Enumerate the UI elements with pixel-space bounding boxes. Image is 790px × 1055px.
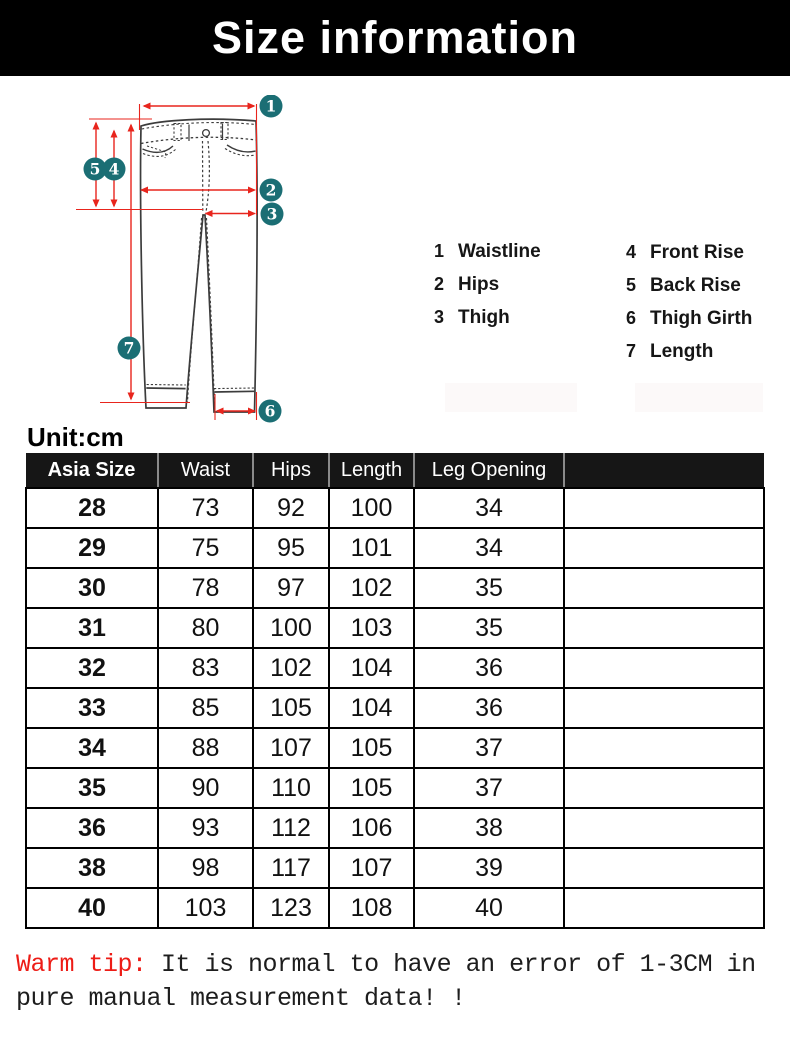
warm-tip-text: It is normal to have an error of 1-3CM in <box>146 950 756 979</box>
table-row <box>26 688 764 728</box>
size-table <box>25 453 765 929</box>
table-cell: 108 <box>329 888 414 928</box>
faint-watermark-block <box>635 383 763 412</box>
legend-label: Length <box>650 341 714 362</box>
table-cell: 93 <box>158 808 253 848</box>
table-row <box>26 568 764 608</box>
legend-item-hips <box>434 274 541 307</box>
table-cell: 107 <box>329 848 414 888</box>
table-cell <box>564 608 764 648</box>
table-cell: 80 <box>158 608 253 648</box>
table-cell: 101 <box>329 528 414 568</box>
table-cell: 112 <box>253 808 329 848</box>
warm-tip-note <box>16 948 786 1016</box>
table-cell: 98 <box>158 848 253 888</box>
title-banner <box>0 0 790 76</box>
legend-item-back-rise <box>626 275 752 308</box>
table-cell: 85 <box>158 688 253 728</box>
legend-item-waistline <box>434 241 541 274</box>
table-row <box>26 768 764 808</box>
table-cell: 38 <box>414 808 564 848</box>
table-cell <box>564 728 764 768</box>
legend-label: Hips <box>458 274 500 295</box>
legend-label: Back Rise <box>650 275 741 296</box>
badge-6: 6 <box>264 401 276 421</box>
table-row <box>26 608 764 648</box>
table-cell: 103 <box>158 888 253 928</box>
legend-num: 2 <box>434 274 445 294</box>
pants-outline-drawing <box>141 119 258 412</box>
unit-label: Unit:cm <box>27 422 124 452</box>
legend-num: 5 <box>626 275 637 295</box>
table-row <box>26 848 764 888</box>
column-header-asia-size: Asia Size <box>26 453 158 488</box>
column-header-waist: Waist <box>158 453 253 488</box>
table-row <box>26 728 764 768</box>
measurement-legend-left <box>434 241 541 340</box>
table-cell: 34 <box>414 488 564 528</box>
table-cell: 104 <box>329 688 414 728</box>
table-cell: 88 <box>158 728 253 768</box>
table-row <box>26 808 764 848</box>
table-cell <box>564 528 764 568</box>
table-cell: 105 <box>253 688 329 728</box>
table-row <box>26 648 764 688</box>
table-cell: 36 <box>414 648 564 688</box>
table-cell: 28 <box>26 488 158 528</box>
warm-tip-line-1 <box>16 948 786 982</box>
measurement-legend-right <box>626 242 752 374</box>
legend-label: Thigh Girth <box>650 308 753 329</box>
badge-7: 7 <box>123 338 135 358</box>
table-cell <box>564 888 764 928</box>
table-cell <box>564 808 764 848</box>
pants-measurement-diagram <box>75 95 290 427</box>
table-cell <box>564 688 764 728</box>
page-title: Size information <box>211 12 579 63</box>
table-cell: 73 <box>158 488 253 528</box>
table-cell: 39 <box>414 848 564 888</box>
table-cell: 90 <box>158 768 253 808</box>
size-table-header <box>26 453 764 488</box>
table-cell: 36 <box>26 808 158 848</box>
table-cell: 102 <box>329 568 414 608</box>
column-header-hips: Hips <box>253 453 329 488</box>
table-cell: 95 <box>253 528 329 568</box>
legend-item-thigh <box>434 307 541 340</box>
table-cell: 106 <box>329 808 414 848</box>
size-table-body <box>26 488 764 928</box>
table-cell <box>564 768 764 808</box>
table-cell: 104 <box>329 648 414 688</box>
table-cell: 38 <box>26 848 158 888</box>
table-cell: 123 <box>253 888 329 928</box>
column-header-leg-opening: Leg Opening <box>414 453 564 488</box>
table-cell: 34 <box>414 528 564 568</box>
table-cell: 30 <box>26 568 158 608</box>
table-cell: 105 <box>329 728 414 768</box>
table-cell: 35 <box>414 568 564 608</box>
table-cell: 97 <box>253 568 329 608</box>
table-cell: 92 <box>253 488 329 528</box>
table-cell: 107 <box>253 728 329 768</box>
table-cell: 33 <box>26 688 158 728</box>
legend-item-front-rise <box>626 242 752 275</box>
badge-2: 2 <box>265 180 277 200</box>
table-cell: 32 <box>26 648 158 688</box>
table-row <box>26 528 764 568</box>
legend-label: Thigh <box>458 307 510 328</box>
table-cell: 117 <box>253 848 329 888</box>
badge-1: 1 <box>265 96 277 116</box>
legend-num: 6 <box>626 308 637 328</box>
legend-num: 4 <box>626 242 637 262</box>
column-header-empty <box>564 453 764 488</box>
badge-5: 5 <box>89 159 101 179</box>
table-cell: 110 <box>253 768 329 808</box>
table-cell: 31 <box>26 608 158 648</box>
badge-3: 3 <box>266 204 278 224</box>
table-cell: 40 <box>414 888 564 928</box>
faint-watermark-block <box>445 383 577 412</box>
table-cell: 36 <box>414 688 564 728</box>
badge-4: 4 <box>108 159 120 179</box>
table-cell: 37 <box>414 768 564 808</box>
legend-item-thigh-girth <box>626 308 752 341</box>
table-row <box>26 888 764 928</box>
table-cell: 37 <box>414 728 564 768</box>
table-cell: 105 <box>329 768 414 808</box>
legend-num: 3 <box>434 307 445 327</box>
table-cell: 83 <box>158 648 253 688</box>
table-cell: 75 <box>158 528 253 568</box>
table-cell <box>564 648 764 688</box>
table-cell: 29 <box>26 528 158 568</box>
column-header-length: Length <box>329 453 414 488</box>
table-cell <box>564 568 764 608</box>
legend-label: Waistline <box>458 241 541 262</box>
table-cell: 103 <box>329 608 414 648</box>
table-cell <box>564 488 764 528</box>
table-cell: 35 <box>26 768 158 808</box>
warm-tip-line-2: pure manual measurement data! ! <box>16 984 466 1013</box>
table-cell: 34 <box>26 728 158 768</box>
table-cell: 78 <box>158 568 253 608</box>
table-cell <box>564 848 764 888</box>
table-cell: 35 <box>414 608 564 648</box>
table-cell: 102 <box>253 648 329 688</box>
table-cell: 100 <box>329 488 414 528</box>
legend-label: Front Rise <box>650 242 744 263</box>
legend-num: 1 <box>434 241 445 261</box>
table-cell: 100 <box>253 608 329 648</box>
warm-tip-prefix: Warm tip: <box>16 950 147 979</box>
table-cell: 40 <box>26 888 158 928</box>
legend-item-length <box>626 341 752 374</box>
legend-num: 7 <box>626 341 637 361</box>
table-row <box>26 488 764 528</box>
